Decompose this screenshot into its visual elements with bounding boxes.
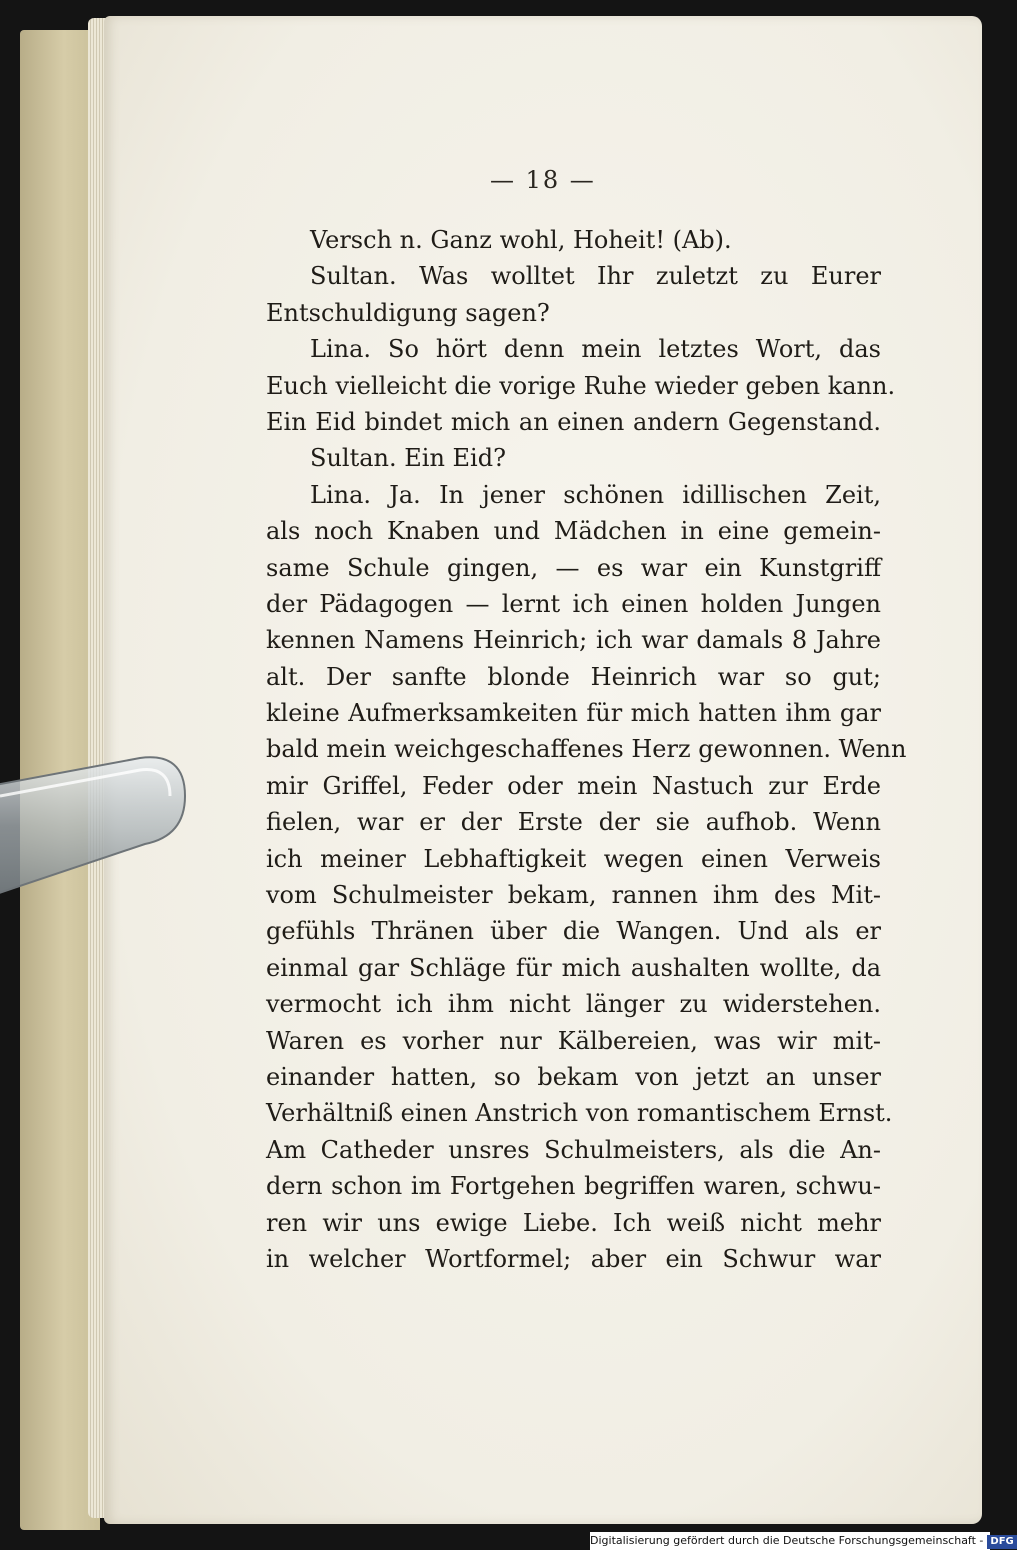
text-line: fielen, war er der Erste der sie aufhob. Wenn — [266, 808, 881, 837]
text-line: kennen Namens Heinrich; ich war damals 8 Jahre — [266, 626, 881, 655]
text-line: same Schule gingen, — es war ein Kunstgriff — [266, 553, 881, 582]
text-line: Lina. Ja. In jener schönen idillischen Zeit, — [310, 480, 881, 509]
text-line: einmal gar Schläge für mich aushalten wollte, da — [266, 953, 881, 982]
text-line: ren wir uns ewige Liebe. Ich weiß nicht mehr — [266, 1208, 881, 1237]
text-line: der Pädagogen — lernt ich einen holden Jungen — [266, 589, 881, 618]
text-line: ich meiner Lebhaftigkeit wegen einen Verweis — [266, 844, 881, 873]
text-line: Waren es vorher nur Kälbereien, was wir mit- — [266, 1026, 881, 1055]
text-line: Sultan. Was wolltet Ihr zuletzt zu Eurer — [310, 262, 881, 291]
page-text — [266, 222, 907, 1277]
text-line: als noch Knaben und Mädchen in eine gemein- — [266, 517, 881, 546]
page-number: — 18 — — [490, 166, 596, 194]
text-line: einander hatten, so bekam von jetzt an unser — [266, 1062, 881, 1091]
text-line: alt. Der sanfte blonde Heinrich war so gut; — [266, 662, 881, 691]
footer-credit — [590, 1532, 1014, 1550]
text-line: Ein Eid bindet mich an einen andern Gegenstand. — [266, 407, 881, 436]
text-line: kleine Aufmerksamkeiten für mich hatten ihm gar — [266, 699, 881, 728]
text-line: gefühls Thränen über die Wangen. Und als er — [266, 917, 881, 946]
text-line: bald mein weichgeschaffenes Herz gewonnen. Wenn — [266, 735, 907, 764]
text-line: mir Griffel, Feder oder mein Nastuch zur Erde — [266, 771, 881, 800]
text-line: dern schon im Fortgehen begriffen waren, schwu- — [266, 1172, 881, 1201]
text-line: Sultan. Ein Eid? — [310, 444, 506, 473]
text-line: Lina. So hört denn mein letztes Wort, das — [310, 335, 881, 364]
footer-text: Digitalisierung gefördert durch die Deutsche Forschungsgemeinschaft - — [590, 1534, 984, 1547]
text-line: Verhältniß einen Anstrich von romantischem Ernst. — [266, 1099, 893, 1128]
text-line: in welcher Wortformel; aber ein Schwur war — [266, 1244, 881, 1273]
text-line: Entschuldigung sagen? — [266, 298, 550, 327]
text-line: vom Schulmeister bekam, rannen ihm des Mit- — [266, 881, 881, 910]
text-line: Versch n. Ganz wohl, Hoheit! (Ab). — [310, 226, 732, 254]
dfg-logo: DFG — [987, 1535, 1016, 1549]
text-line: Euch vielleicht die vorige Ruhe wieder geben kann. — [266, 371, 896, 400]
glass-page-holder — [0, 756, 190, 896]
text-line: vermocht ich ihm nicht länger zu widerstehen. — [266, 990, 881, 1019]
text-line: Am Catheder unsres Schulmeisters, als die An- — [266, 1135, 881, 1164]
